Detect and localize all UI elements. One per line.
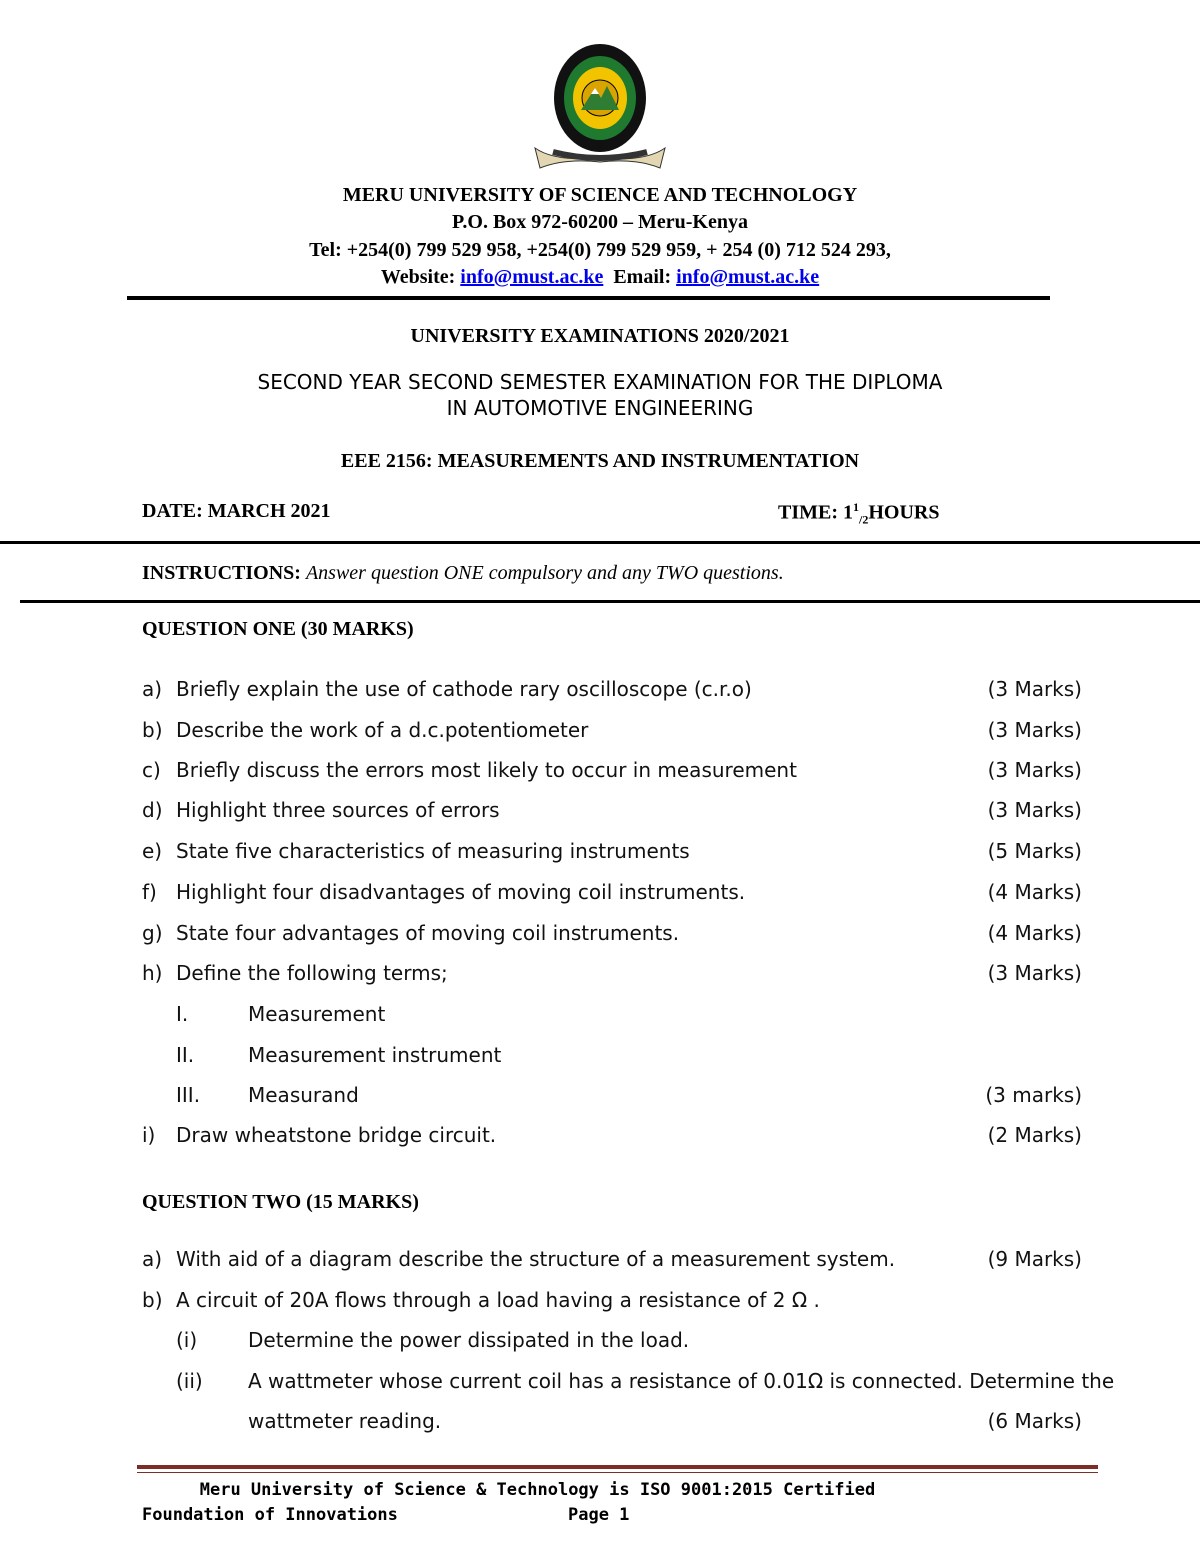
sub-label: III.	[176, 1083, 201, 1107]
sub-item	[176, 1369, 1115, 1399]
footer-left: Foundation of Innovations	[142, 1505, 398, 1525]
email-link[interactable]: info@must.ac.ke	[676, 266, 820, 288]
item-text: Describe the work of a d.c.potentiometer	[176, 718, 589, 742]
university-logo	[515, 40, 685, 175]
item-label: f)	[142, 880, 157, 904]
item-marks: (3 Marks)	[987, 798, 1082, 822]
time-prefix: TIME: 1	[778, 501, 853, 524]
item-label: a)	[142, 1247, 163, 1271]
sub-item	[176, 1043, 1082, 1073]
instructions-top-rule	[0, 541, 1200, 544]
sub-text: Measurement instrument	[248, 1043, 502, 1067]
header-divider	[127, 296, 1050, 300]
question-item	[142, 880, 1082, 910]
item-text: Briefly explain the use of cathode rary oscilloscope (c.r.o)	[176, 677, 752, 701]
sub-item	[176, 1409, 1082, 1439]
item-text: Highlight three sources of errors	[176, 798, 500, 822]
item-text: State four advantages of moving coil instruments.	[176, 921, 680, 945]
item-marks: (2 Marks)	[987, 1123, 1082, 1147]
item-marks: (3 Marks)	[987, 718, 1082, 742]
item-label: d)	[142, 798, 163, 822]
sub-text: Determine the power dissipated in the load.	[248, 1328, 690, 1352]
item-text: Highlight four disadvantages of moving coil instruments.	[176, 880, 746, 904]
footer-page: Page 1	[568, 1505, 630, 1525]
item-text: Briefly discuss the errors most likely to occur in measurement	[176, 758, 797, 782]
exam-title: UNIVERSITY EXAMINATIONS 2020/2021	[410, 325, 790, 347]
course-title: EEE 2156: MEASUREMENTS AND INSTRUMENTATION	[340, 450, 860, 472]
item-marks: (9 Marks)	[987, 1247, 1082, 1271]
question-item	[142, 798, 1082, 828]
item-label: i)	[142, 1123, 156, 1147]
item-text: Define the following terms;	[176, 961, 448, 985]
question-item	[142, 718, 1082, 748]
sub-marks: (3 marks)	[985, 1083, 1082, 1107]
sub-text-continued: wattmeter reading.	[248, 1409, 442, 1433]
item-label: b)	[142, 718, 163, 742]
question-item	[142, 921, 1082, 951]
item-label: h)	[142, 961, 163, 985]
instructions-text: Answer question ONE compulsory and any TWO questions.	[305, 562, 784, 584]
question-item	[142, 961, 1082, 991]
item-marks: (4 Marks)	[987, 880, 1082, 904]
question-one-heading: QUESTION ONE (30 MARKS)	[142, 618, 414, 640]
postal-address: P.O. Box 972-60200 – Meru-Kenya	[452, 211, 748, 233]
item-marks: (3 Marks)	[987, 758, 1082, 782]
exam-date: DATE: MARCH 2021	[142, 500, 331, 522]
instructions-bottom-rule	[20, 600, 1200, 603]
exam-subtitle-line1: SECOND YEAR SECOND SEMESTER EXAMINATION FOR THE DIPLOMA	[257, 370, 943, 394]
instructions	[142, 562, 784, 585]
item-text: Draw wheatstone bridge circuit.	[176, 1123, 497, 1147]
telephone-line: Tel: +254(0) 799 529 958, +254(0) 799 529 959, + 254 (0) 712 524 293,	[309, 239, 891, 261]
website-link[interactable]: info@must.ac.ke	[460, 266, 604, 288]
sub-item	[176, 1083, 1082, 1113]
instructions-label: INSTRUCTIONS:	[142, 562, 301, 584]
item-marks: (5 Marks)	[987, 839, 1082, 863]
footer-certified: Meru University of Science & Technology is ISO 9001:2015 Certified	[199, 1480, 876, 1500]
item-label: g)	[142, 921, 163, 945]
sub-label: (ii)	[176, 1369, 203, 1393]
item-marks: (4 Marks)	[987, 921, 1082, 945]
item-text: A circuit of 20A flows through a load having a resistance of 2 Ω .	[176, 1288, 820, 1312]
email-label: Email:	[613, 266, 672, 288]
item-text: With aid of a diagram describe the structure of a measurement system.	[176, 1247, 896, 1271]
sub-label: II.	[176, 1043, 195, 1067]
question-item	[142, 1247, 1082, 1277]
time-suffix: HOURS	[868, 501, 940, 524]
item-marks: (3 Marks)	[987, 961, 1082, 985]
contact-line	[0, 266, 1200, 289]
website-label: Website:	[380, 266, 456, 288]
sub-text: A wattmeter whose current coil has a resistance of 0.01Ω is connected. Determine the	[248, 1369, 1115, 1393]
footer-rule-thin	[137, 1472, 1098, 1473]
sub-label: (i)	[176, 1328, 198, 1352]
sub-text: Measurement	[248, 1002, 386, 1026]
question-item	[142, 1288, 1082, 1318]
sub-marks: (6 Marks)	[987, 1409, 1082, 1433]
item-label: a)	[142, 677, 163, 701]
sub-item	[176, 1002, 1082, 1032]
time-sub: /2	[859, 512, 869, 527]
question-item	[142, 839, 1082, 869]
exam-subtitle-line2: IN AUTOMOTIVE ENGINEERING	[446, 396, 754, 420]
item-label: e)	[142, 839, 163, 863]
time-sup: 1	[853, 500, 859, 514]
sub-text: Measurand	[248, 1083, 359, 1107]
question-item	[142, 1123, 1082, 1153]
sub-item	[176, 1328, 1082, 1358]
exam-time	[778, 500, 939, 528]
university-name: MERU UNIVERSITY OF SCIENCE AND TECHNOLOGY	[342, 184, 858, 206]
item-marks: (3 Marks)	[987, 677, 1082, 701]
footer-rule-thick	[137, 1465, 1098, 1469]
question-two-heading: QUESTION TWO (15 MARKS)	[142, 1191, 419, 1213]
sub-label: I.	[176, 1002, 189, 1026]
item-label: b)	[142, 1288, 163, 1312]
item-label: c)	[142, 758, 161, 782]
question-item	[142, 677, 1082, 707]
item-text: State five characteristics of measuring instruments	[176, 839, 690, 863]
question-item	[142, 758, 1082, 788]
